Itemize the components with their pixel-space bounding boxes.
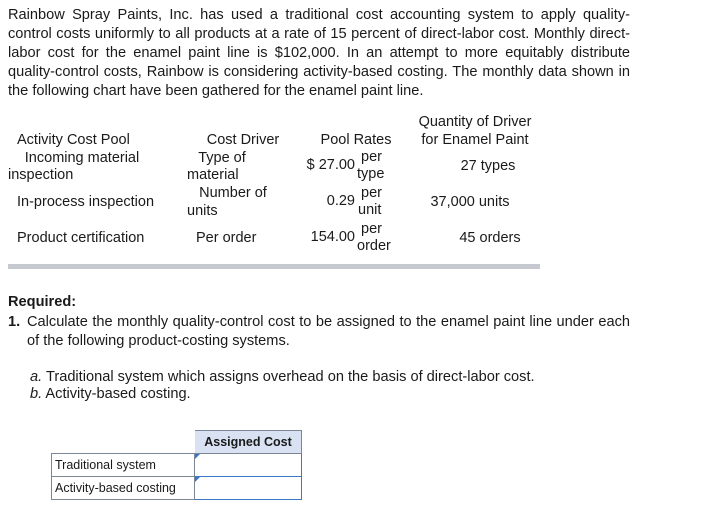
sub-a-text: Traditional system which assigns overhead on the basis of direct-labor cost.: [45, 369, 535, 385]
sub-question-b: [30, 385, 191, 404]
answer-table: [51, 430, 302, 500]
row1-rate-unit-line1: per: [361, 149, 382, 165]
row1-rate-value: $ 27.00: [306, 157, 355, 173]
row1-driver-line1: Type of: [198, 150, 246, 166]
row1-driver-line2: material: [187, 167, 239, 183]
traditional-cost-input[interactable]: [195, 454, 302, 477]
required-item-number: 1.: [8, 314, 21, 330]
row3-rate-unit-line1: per: [361, 221, 382, 237]
required-title: Required:: [8, 294, 77, 310]
sub-a-letter: a.: [30, 369, 43, 385]
answer-header-assigned-cost: Assigned Cost: [195, 431, 302, 454]
row2-driver-line1: Number of: [199, 185, 267, 201]
row1-pool-rate: [290, 149, 402, 185]
header-pool-rates: Pool Rates: [320, 132, 392, 148]
answer-header-row: [52, 431, 302, 454]
answer-label-traditional: Traditional system: [52, 454, 195, 477]
abc-cost-input[interactable]: [195, 477, 302, 500]
sub-b-letter: b.: [30, 386, 43, 402]
row2-pool: In-process inspection: [17, 194, 155, 210]
row3-pool: Product certification: [17, 230, 145, 246]
row2-quantity: 37,000 units: [430, 194, 510, 210]
row1-pool-line2: inspection: [8, 167, 74, 183]
row2-rate-unit-line1: per: [361, 185, 382, 201]
answer-row-abc: [52, 477, 302, 500]
row3-quantity: 45 orders: [459, 230, 521, 246]
row2-rate-unit-line2: unit: [358, 202, 382, 218]
table-divider: [8, 264, 540, 269]
header-quantity-line1: Quantity of Driver: [418, 114, 532, 130]
sub-b-text: Activity-based costing.: [45, 386, 191, 402]
row2-pool-rate: [290, 185, 402, 221]
row2-rate-value: 0.29: [326, 193, 355, 209]
header-activity-cost-pool: Activity Cost Pool: [17, 132, 130, 148]
row1-pool-line1: Incoming material: [24, 150, 140, 166]
row3-driver: Per order: [196, 230, 257, 246]
row3-rate-unit-line2: order: [357, 238, 391, 254]
answer-header-blank: [52, 431, 195, 454]
row1-rate-unit-line2: type: [357, 166, 385, 182]
row1-quantity: 27 types: [460, 158, 516, 174]
row3-pool-rate: [290, 221, 402, 257]
answer-label-abc: Activity-based costing: [52, 477, 195, 500]
header-cost-driver: Cost Driver: [206, 132, 280, 148]
header-quantity-line2: for Enamel Paint: [421, 132, 529, 148]
problem-intro: Rainbow Spray Paints, Inc. has used a traditional cost accounting system to apply quality-control costs uniformly to all products at a rate of 15 percent of direct-labor cost. Monthly direct-labor cost for the enamel paint line is $102,000. In an attempt to more equitably distribute quality-control costs, Rainbow is considering activity-based costing. The monthly data shown in the following chart have been gathered for the enamel paint line.: [8, 7, 630, 99]
answer-row-traditional: [52, 454, 302, 477]
row3-rate-value: 154.00: [310, 229, 355, 245]
row2-driver-line2: units: [187, 203, 218, 219]
required-item-text: Calculate the monthly quality-control cost to be assigned to the enamel paint line under each of the following product-costing systems.: [27, 314, 630, 349]
